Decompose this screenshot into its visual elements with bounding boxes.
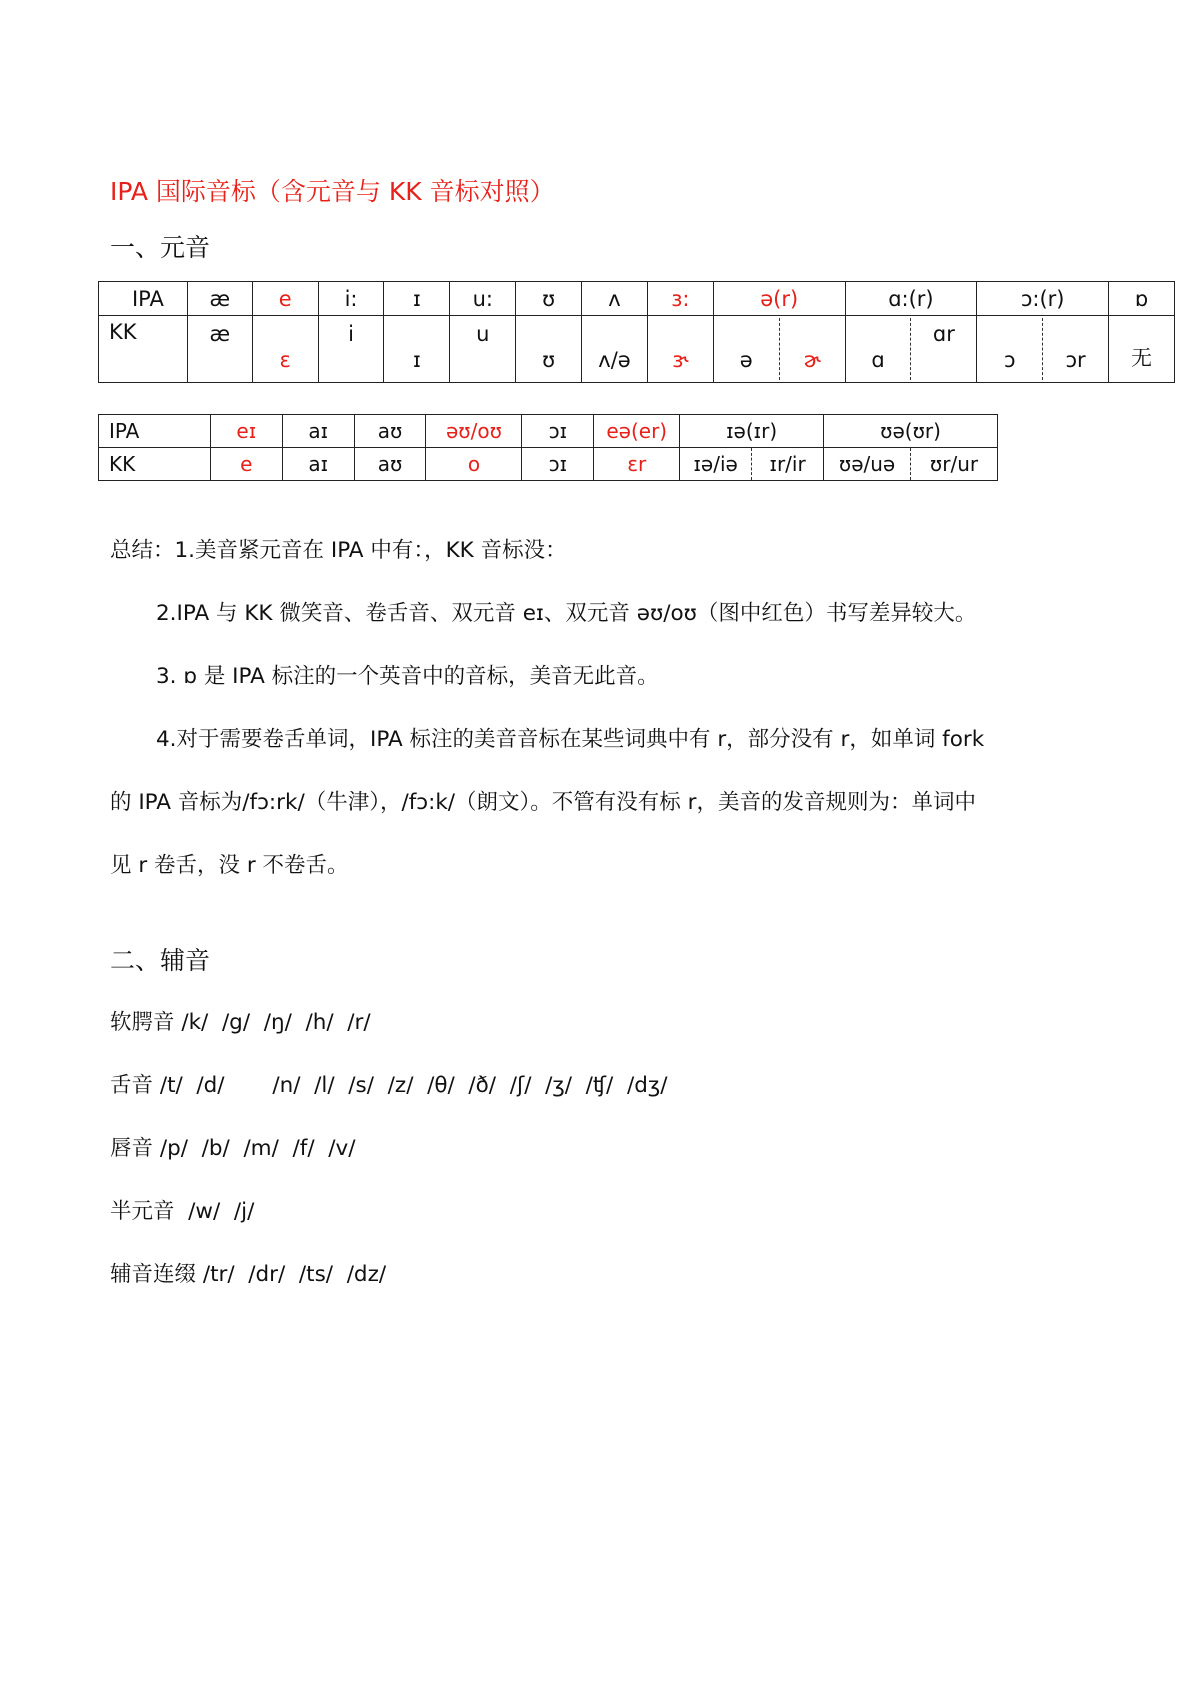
kk-cell: e	[210, 448, 282, 481]
kk-cell: o	[426, 448, 522, 481]
kk-value: ɝ	[672, 348, 689, 372]
kk-value: ʊ	[542, 348, 556, 372]
kk-value: ə	[739, 348, 753, 372]
kk-value: ɑr	[932, 322, 955, 346]
ipa-cell: e	[252, 282, 318, 316]
kk-cell	[516, 316, 582, 383]
kk-value: ɛ	[279, 348, 291, 372]
kk-cell	[252, 316, 318, 383]
summary-line-3: 3. ɒ 是 IPA 标注的一个英音中的音标，美音无此音。	[156, 664, 659, 689]
kk-cell	[647, 316, 713, 383]
vowel-table-monophthongs	[98, 281, 1175, 383]
ipa-cell: ɑ:(r)	[845, 282, 977, 316]
kk-cell	[187, 316, 252, 383]
kk-label: KK	[99, 448, 211, 481]
ipa-cell: ʌ	[582, 282, 648, 316]
ipa-cell: aʊ	[354, 415, 426, 448]
ipa-cell: i:	[318, 282, 384, 316]
consonant-line-semivowel: 半元音 /w/ /j/	[110, 1199, 255, 1224]
kk-cell	[582, 316, 648, 383]
ipa-cell: ʊ	[516, 282, 582, 316]
kk-value: ɪr/ir	[751, 448, 823, 480]
summary-line-4-end: 见 r 卷舌，没 r 不卷舌。	[110, 853, 349, 878]
kk-cell: ɔɪ	[522, 448, 594, 481]
consonant-line-lip: 唇音 /p/ /b/ /m/ /f/ /v/	[110, 1136, 356, 1161]
consonant-line-tongue: 舌音 /t/ /d/ /n/ /l/ /s/ /z/ /θ/ /ð/ /ʃ/ /ʒ/ /ʧ/ /dʒ/	[110, 1073, 668, 1098]
kk-cell-split	[845, 316, 977, 383]
kk-value: ʊr/ur	[910, 448, 997, 480]
kk-row	[99, 316, 1175, 383]
kk-value: ɔr	[1065, 348, 1086, 372]
kk-value: æ	[209, 322, 231, 346]
kk-cell-split	[977, 316, 1109, 383]
ipa-cell: əʊ/oʊ	[426, 415, 522, 448]
ipa-cell: eə(er)	[594, 415, 680, 448]
kk-cell: aʊ	[354, 448, 426, 481]
page-title: IPA 国际音标（含元音与 KK 音标对照）	[110, 177, 555, 206]
ipa-row	[99, 282, 1175, 316]
ipa-cell: ɔɪ	[522, 415, 594, 448]
vowel-table-diphthongs	[98, 414, 998, 481]
kk-cell	[450, 316, 516, 383]
kk-value: ɔ	[1003, 348, 1016, 372]
summary-line-4: 4.对于需要卷舌单词，IPA 标注的美音音标在某些词典中有 r，部分没有 r，如单词 fork	[156, 727, 985, 752]
kk-value: ɪə/iə	[693, 452, 738, 476]
ipa-cell: æ	[187, 282, 252, 316]
ipa-cell: ɔ:(r)	[977, 282, 1109, 316]
kk-cell-split	[713, 316, 845, 383]
kk-label: KK	[99, 316, 188, 383]
kk-cell-split	[824, 448, 998, 481]
kk-value: ʌ/ə	[598, 348, 631, 372]
kk-cell: aɪ	[282, 448, 354, 481]
consonant-line-cluster: 辅音连缀 /tr/ /dr/ /ts/ /dz/	[110, 1262, 387, 1287]
summary-line-2: 2.IPA 与 KK 微笑音、卷舌音、双元音 eɪ、双元音 əʊ/oʊ（图中红色）书写差异较大。	[156, 601, 977, 626]
ipa-row	[99, 415, 998, 448]
kk-cell	[1109, 316, 1175, 383]
consonants-heading: 二、辅音	[110, 946, 211, 975]
ipa-cell: ɜ:	[647, 282, 713, 316]
kk-cell-split	[680, 448, 824, 481]
kk-value: i	[348, 322, 354, 346]
ipa-cell: aɪ	[282, 415, 354, 448]
consonant-line-velar: 软腭音 /k/ /g/ /ŋ/ /h/ /r/	[110, 1010, 371, 1035]
kk-cell	[318, 316, 384, 383]
kk-value: u	[476, 322, 490, 346]
ipa-cell: ʊə(ʊr)	[824, 415, 998, 448]
kk-value: 无	[1131, 346, 1153, 370]
ipa-cell: ɒ	[1109, 282, 1175, 316]
ipa-label: IPA	[99, 415, 211, 448]
ipa-cell: eɪ	[210, 415, 282, 448]
kk-value: ɚ	[803, 348, 821, 372]
summary-line-1: 总结：1.美音紧元音在 IPA 中有：，KK 音标没：	[110, 538, 567, 563]
kk-value: ɑ	[871, 348, 885, 372]
summary-line-4-cont: 的 IPA 音标为/fɔ:rk/（牛津），/fɔ:k/（朗文）。不管有没有标 r，美音的发音规则为：单词中	[110, 790, 976, 815]
ipa-cell: ɪ	[384, 282, 450, 316]
vowels-heading: 一、元音	[110, 233, 211, 262]
ipa-label: IPA	[99, 282, 188, 316]
kk-cell: ɛr	[594, 448, 680, 481]
kk-row	[99, 448, 998, 481]
kk-value: ʊə/uə	[838, 452, 896, 476]
ipa-cell: ə(r)	[713, 282, 845, 316]
ipa-cell: u:	[450, 282, 516, 316]
kk-value: ɪ	[413, 348, 421, 372]
ipa-cell: ɪə(ɪr)	[680, 415, 824, 448]
kk-cell	[384, 316, 450, 383]
